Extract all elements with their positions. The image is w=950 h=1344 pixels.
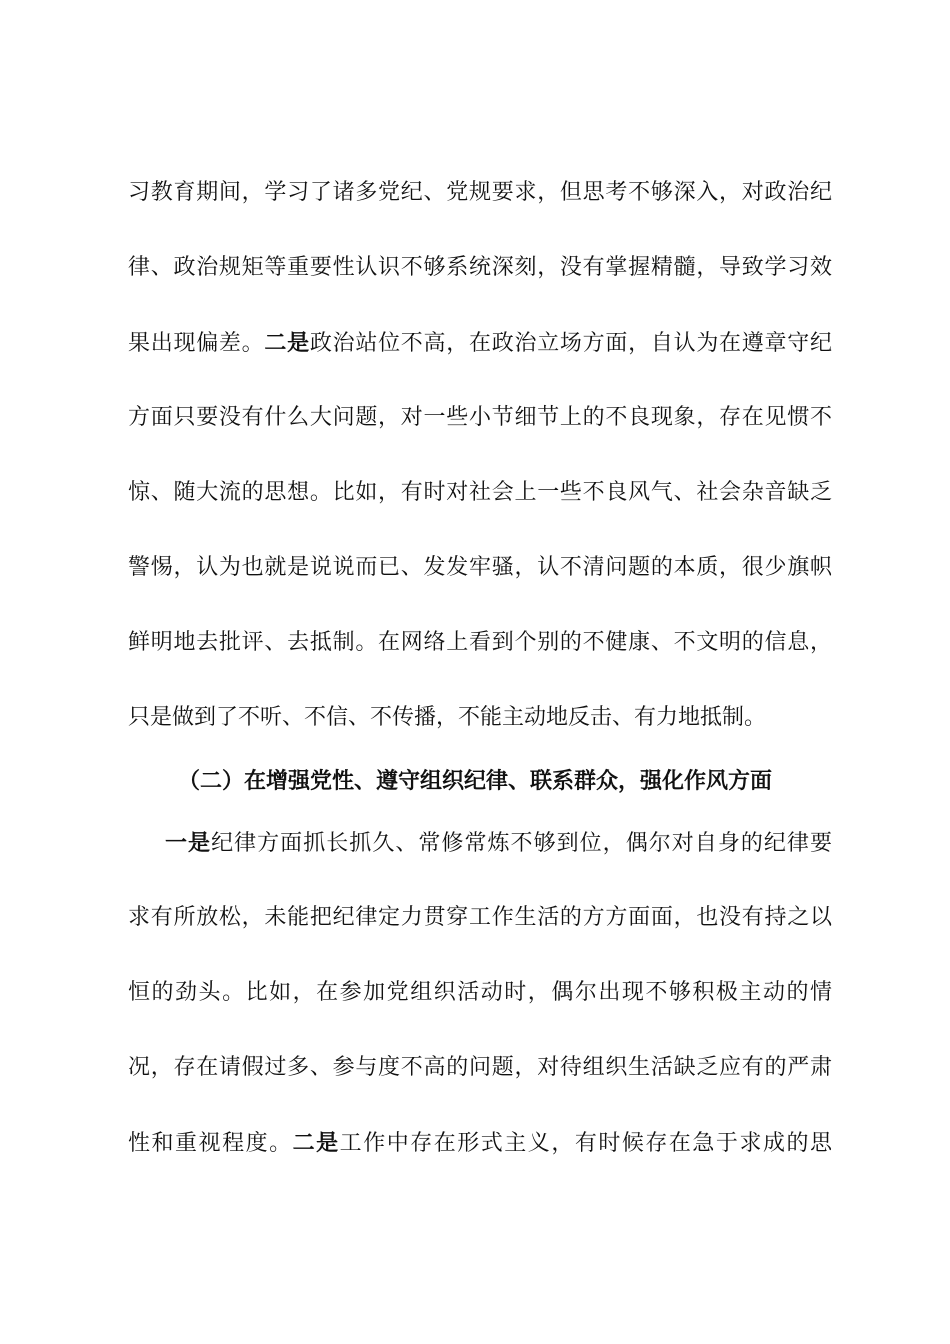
body-text: 只是做到了不听、不信、不传播，不能主动地反击、有力地抵制。: [128, 705, 767, 730]
paragraph-line: [128, 553, 832, 583]
paragraph-line: [128, 253, 832, 283]
paragraph-line: [128, 903, 832, 933]
paragraph-line: [128, 703, 832, 733]
body-text: 警惕，认为也就是说说而已、发发牢骚，认不清问题的本质，很少旗帜: [128, 555, 832, 580]
paragraph-line: [128, 1053, 832, 1083]
body-text: 恒的劲头。比如，在参加党组织活动时，偶尔出现不够积极主动的情: [128, 980, 832, 1005]
body-text: 惊、随大流的思想。比如，有时对社会上一些不良风气、社会杂音缺乏: [128, 480, 832, 505]
body-text: 纪律方面抓长抓久、常修常炼不够到位，偶尔对自身的纪律要: [211, 831, 832, 856]
body-text: 工作中存在形式主义，有时候存在急于求成的思: [339, 1131, 832, 1156]
body-text: 习教育期间，学习了诸多党纪、党规要求，但思考不够深入，对政治纪: [128, 180, 832, 205]
section-heading: [120, 766, 830, 796]
body-text: 鲜明地去批评、去抵制。在网络上看到个别的不健康、不文明的信息，: [128, 630, 832, 655]
body-text: 政治站位不高，在政治立场方面，自认为在遵章守纪: [309, 331, 832, 356]
body-text: 律、政治规矩等重要性认识不够系统深刻，没有掌握精髓，导致学习效: [128, 255, 832, 280]
paragraph-line: [128, 403, 832, 433]
bold-text: 二是: [264, 330, 310, 356]
body-text: 方面只要没有什么大问题，对一些小节细节上的不良现象，存在见惯不: [128, 405, 832, 430]
paragraph-line: [165, 828, 832, 859]
paragraph-line: [128, 478, 832, 508]
paragraph-line: [128, 328, 832, 359]
paragraph-line: [128, 978, 832, 1008]
body-text: 性和重视程度。: [128, 1131, 293, 1156]
paragraph-line: [128, 628, 832, 658]
bold-text: 二是: [292, 1130, 340, 1156]
paragraph-line: [128, 178, 832, 208]
body-text: 况，存在请假过多、参与度不高的问题，对待组织生活缺乏应有的严肃: [128, 1055, 832, 1080]
bold-text: （二）在增强党性、遵守组织纪律、联系群众，强化作风方面: [177, 768, 772, 794]
body-text: 果出现偏差。: [128, 331, 265, 356]
bold-text: 一是: [165, 830, 212, 856]
paragraph-line: [128, 1128, 832, 1159]
body-text: 求有所放松，未能把纪律定力贯穿工作生活的方方面面，也没有持之以: [128, 905, 832, 930]
